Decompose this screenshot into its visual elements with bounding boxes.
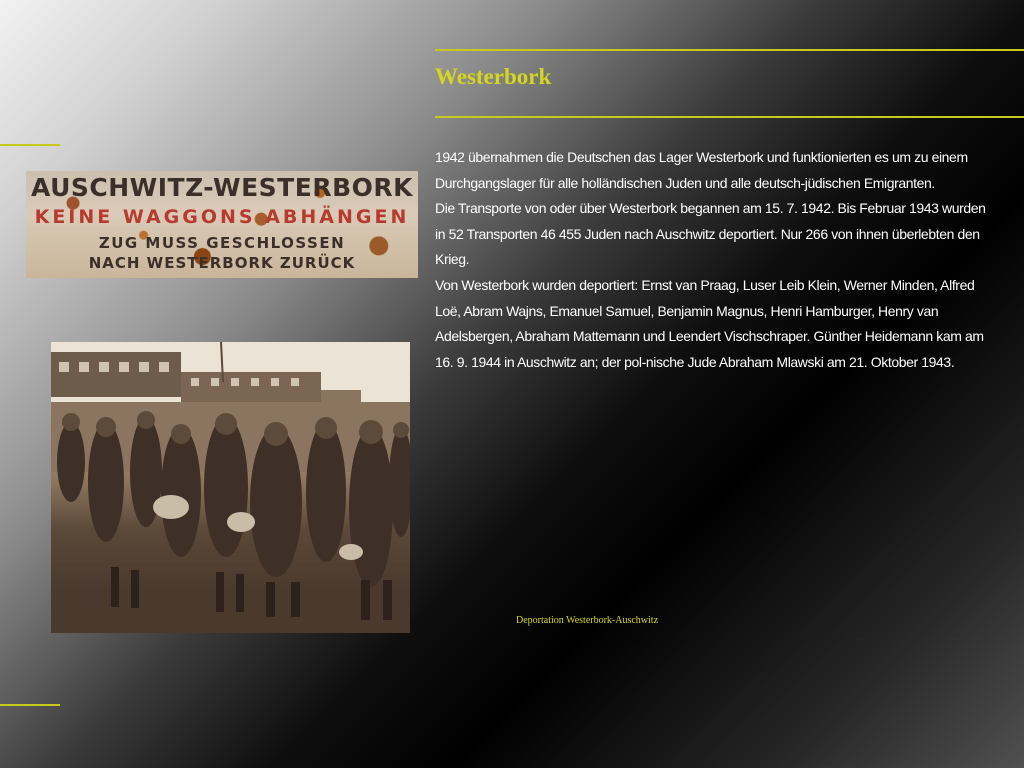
title-rule-top bbox=[435, 49, 1024, 51]
title-rule-bottom bbox=[435, 116, 1024, 118]
paragraph-deported-names: Von Westerbork wurden deportiert: Ernst van Praag, Luser Leib Klein, Werner Minden, Alfred Loë, Abram Wajns, Emanuel Samuel, Benjamin Magnus, Henri Hamburger, Henry van Adelsbergen, Abraham Mattemann und Leendert Vischschraper. Günther Heidemann kam am 16. 9. 1944 in Auschwitz an; der pol-nische Jude Abraham Mlawski am 21. Oktober 1943. bbox=[435, 276, 984, 370]
sign-line-2: KEINE WAGGONS ABHÄNGEN bbox=[34, 206, 410, 228]
deportation-photo-illustration bbox=[51, 342, 410, 633]
sign-line-3: ZUG MUSS GESCHLOSSEN bbox=[98, 234, 346, 252]
left-accent-rule-top bbox=[0, 144, 60, 146]
left-accent-rule-bottom bbox=[0, 704, 60, 706]
sign-line-1: AUSCHWITZ-WESTERBORK bbox=[31, 173, 413, 202]
paragraph-intro: 1942 übernahmen die Deutschen das Lager Westerbork und funktionierten es um zu einem Durchgangslager für alle holländischen Juden und alle deutsch-jüdischen Emigranten. bbox=[435, 149, 968, 191]
slide-title: Westerbork bbox=[435, 64, 552, 89]
photo-caption: Deportation Westerbork-Auschwitz bbox=[516, 615, 659, 626]
paragraph-transports: Die Transporte von oder über Westerbork begannen am 15. 7. 1942. Bis Februar 1943 wurden in 52 Transporten 46 455 Juden nach Auschwitz deportiert. Nur 266 von ihnen überlebten den Krieg. bbox=[435, 200, 986, 268]
deportation-photo bbox=[51, 342, 410, 633]
sign-line-4: NACH WESTERBORK ZURÜCK bbox=[88, 254, 356, 272]
body-text bbox=[435, 145, 995, 375]
sign-photo bbox=[26, 171, 418, 278]
